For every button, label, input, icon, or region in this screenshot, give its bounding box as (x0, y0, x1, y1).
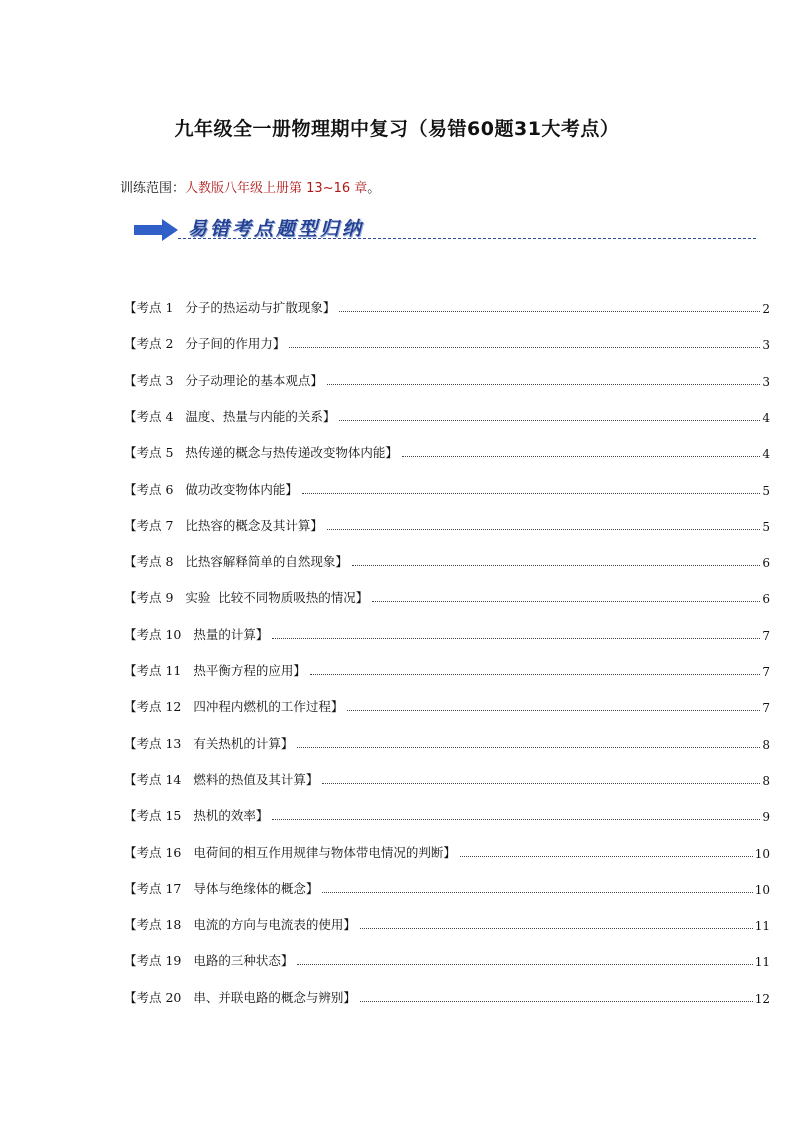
toc-dot-leader (322, 782, 760, 784)
toc-entry-page-number: 3 (762, 374, 770, 389)
scope-label: 训练范围： (120, 181, 186, 196)
toc-entry[interactable] (124, 332, 770, 352)
toc-dot-leader (297, 963, 752, 965)
toc-entry-title: 四冲程内燃机的工作过程】 (193, 699, 344, 715)
toc-entry-page-number: 5 (762, 519, 770, 534)
toc-entry-page-number: 8 (762, 773, 770, 788)
toc-entry[interactable] (124, 804, 770, 824)
toc-entry-title: 电荷间的相互作用规律与物体带电情况的判断】 (193, 844, 456, 860)
toc-entry-page-number: 2 (762, 302, 770, 316)
toc-entry-number: 【考点 1 (124, 300, 186, 315)
toc-entry-page-number: 10 (754, 882, 770, 897)
toc-entry-page-number: 9 (762, 810, 770, 825)
toc-entry-number: 【考点 8 (124, 554, 186, 570)
page-title: 九年级全一册物理期中复习（易错60题31大考点） (174, 118, 620, 140)
toc-entry-page-number: 6 (762, 592, 770, 607)
toc-entry[interactable] (124, 296, 770, 316)
toc-entry-number: 【考点 14 (124, 771, 194, 787)
toc-entry[interactable] (124, 986, 770, 1006)
toc-dot-leader (297, 746, 760, 748)
toc-entry-title: 分子间的作用力】 (185, 336, 286, 352)
toc-entry-title: 实验 比较不同物质吸热的情况】 (185, 590, 369, 606)
toc-entry-number: 【考点 7 (124, 517, 186, 533)
toc-entry-number: 【考点 17 (124, 880, 194, 896)
toc-entry[interactable] (124, 478, 770, 498)
toc-dot-leader (460, 855, 753, 857)
toc-entry-title: 有关热机的计算】 (193, 735, 294, 751)
toc-entry[interactable] (124, 659, 770, 679)
toc-entry-number: 【考点 11 (124, 663, 194, 678)
toc-entry-number: 【考点 12 (124, 699, 194, 715)
toc-entry[interactable] (124, 768, 770, 788)
toc-entry[interactable] (124, 949, 770, 969)
toc-entry-title: 热传递的概念与热传递改变物体内能】 (185, 445, 398, 461)
toc-entry-title: 串、并联电路的概念与辨别】 (193, 989, 356, 1005)
toc-dot-leader (310, 673, 760, 675)
toc-dot-leader (322, 891, 752, 893)
toc-entry[interactable] (124, 732, 770, 752)
toc-entry-number: 【考点 13 (124, 735, 194, 751)
toc-entry-title: 燃料的热值及其计算】 (193, 771, 319, 787)
section-divider (178, 238, 756, 239)
toc-entry-page-number: 7 (762, 665, 770, 679)
toc-entry-title: 电流的方向与电流表的使用】 (193, 917, 356, 933)
section-banner (134, 212, 756, 246)
toc-entry-title: 比热容的概念及其计算】 (185, 517, 323, 533)
section-heading: 易错考点题型归纳 (188, 218, 365, 240)
toc-entry-page-number: 7 (762, 628, 770, 643)
toc-entry-number: 【考点 2 (124, 336, 186, 352)
toc-dot-leader (347, 709, 760, 711)
toc-entry-number: 【考点 16 (124, 844, 194, 860)
toc-entry-title: 热机的效率】 (193, 808, 269, 824)
toc-entry-number: 【考点 4 (124, 408, 186, 424)
toc-entry-number: 【考点 10 (124, 626, 194, 642)
toc-entry-number: 【考点 5 (124, 445, 186, 461)
scope-value: 人教版八年级上册第 13~16 章 (185, 181, 368, 196)
toc-entry-number: 【考点 15 (124, 808, 194, 824)
toc-entry-page-number: 5 (762, 483, 770, 498)
toc-dot-leader (327, 383, 760, 385)
toc-entry-number: 【考点 19 (124, 953, 194, 969)
toc-entry[interactable] (124, 369, 770, 389)
toc-entry[interactable] (124, 695, 770, 715)
toc-entry[interactable] (124, 623, 770, 643)
toc-entry-page-number: 4 (762, 447, 770, 462)
toc-entry-page-number: 8 (762, 737, 770, 752)
toc-entry-title: 导体与绝缘体的概念】 (193, 880, 319, 896)
toc-dot-leader (360, 1000, 753, 1002)
toc-entry[interactable] (124, 441, 770, 461)
toc-entry-number: 【考点 9 (124, 590, 186, 606)
toc-entry-page-number: 10 (754, 846, 770, 861)
toc-entry-page-number: 7 (762, 701, 770, 716)
toc-dot-leader (360, 927, 753, 929)
toc-entry-title: 分子的热运动与扩散现象】 (185, 300, 336, 315)
toc-entry-number: 【考点 18 (124, 917, 194, 933)
scope-end: 。 (367, 181, 381, 196)
toc-entry-number: 【考点 3 (124, 372, 186, 388)
toc-entry[interactable] (124, 405, 770, 425)
toc-entry[interactable] (124, 586, 770, 606)
toc-entry-number: 【考点 6 (124, 481, 186, 497)
toc-entry[interactable] (124, 841, 770, 861)
toc-entry-title: 分子动理论的基本观点】 (185, 372, 323, 388)
toc-entry-page-number: 3 (762, 338, 770, 353)
toc-entry-title: 热平衡方程的应用】 (193, 663, 306, 678)
toc-entry-title: 电路的三种状态】 (193, 953, 294, 969)
toc-dot-leader (327, 528, 760, 530)
toc-entry[interactable] (124, 877, 770, 897)
toc-dot-leader (272, 818, 760, 820)
toc-dot-leader (339, 419, 760, 421)
toc-entry-number: 【考点 20 (124, 989, 194, 1005)
toc-entry-page-number: 4 (762, 410, 770, 425)
toc-dot-leader (372, 600, 760, 602)
toc-entry[interactable] (124, 514, 770, 534)
toc-entry-title: 温度、热量与内能的关系】 (185, 408, 336, 424)
training-scope (120, 177, 380, 196)
toc-entry-page-number: 11 (754, 919, 770, 934)
toc-dot-leader (352, 564, 760, 566)
toc-dot-leader (272, 637, 760, 639)
toc-dot-leader (302, 492, 760, 494)
toc-entry-title: 比热容解释简单的自然现象】 (185, 554, 348, 570)
toc-dot-leader (402, 455, 760, 457)
toc-entry[interactable] (124, 550, 770, 570)
arrow-right-icon (134, 218, 178, 242)
toc-entry-page-number: 6 (762, 556, 770, 571)
toc-dot-leader (339, 310, 760, 312)
toc-entry-title: 热量的计算】 (193, 626, 269, 642)
toc-dot-leader (289, 346, 760, 348)
toc-entry-page-number: 12 (754, 991, 770, 1006)
toc-entry-title: 做功改变物体内能】 (185, 481, 298, 497)
toc-entry[interactable] (124, 913, 770, 933)
toc-entry-page-number: 11 (754, 955, 770, 970)
